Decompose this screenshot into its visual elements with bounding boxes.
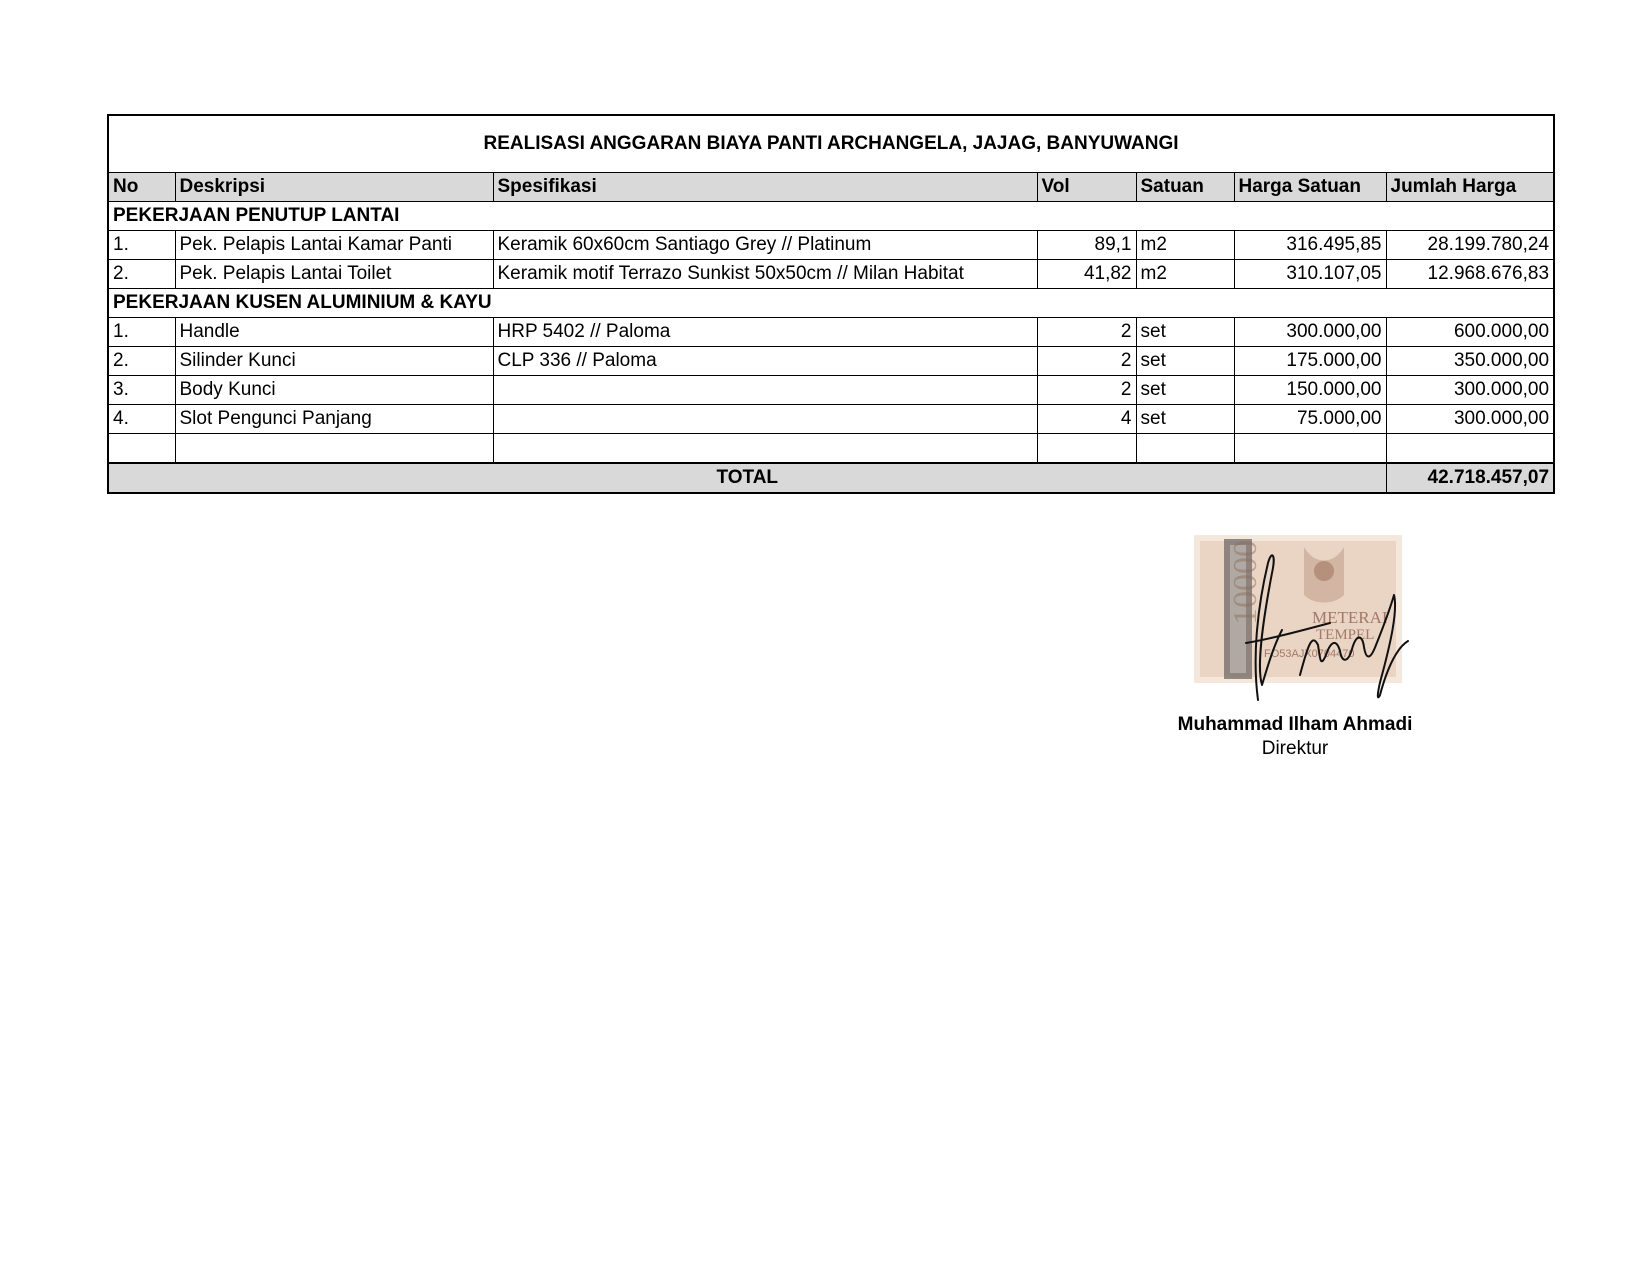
cell-vol: 2 <box>1037 347 1136 376</box>
budget-table <box>107 114 1555 494</box>
cell-no: 4. <box>108 405 175 434</box>
cell-harga-satuan: 150.000,00 <box>1234 376 1386 405</box>
cell-harga-satuan: 310.107,05 <box>1234 260 1386 289</box>
cell-satuan: m2 <box>1136 260 1234 289</box>
cell-harga-satuan: 75.000,00 <box>1234 405 1386 434</box>
header-deskripsi: Deskripsi <box>175 173 493 202</box>
total-value: 42.718.457,07 <box>1386 463 1554 493</box>
table-row <box>108 405 1554 434</box>
cell-vol: 4 <box>1037 405 1136 434</box>
cell-satuan: set <box>1136 376 1234 405</box>
cell-jumlah-harga: 600.000,00 <box>1386 318 1554 347</box>
cell-spesifikasi: Keramik 60x60cm Santiago Grey // Platinum <box>493 231 1037 260</box>
total-row <box>108 463 1554 493</box>
cell-jumlah-harga: 12.968.676,83 <box>1386 260 1554 289</box>
header-satuan: Satuan <box>1136 173 1234 202</box>
cell-deskripsi: Slot Pengunci Panjang <box>175 405 493 434</box>
header-jumlah-harga: Jumlah Harga <box>1386 173 1554 202</box>
cell-harga-satuan: 175.000,00 <box>1234 347 1386 376</box>
cell-vol: 2 <box>1037 376 1136 405</box>
cell-deskripsi: Body Kunci <box>175 376 493 405</box>
stamp-serial: FO53AJX0704470 <box>1264 648 1355 660</box>
signature-block <box>1150 535 1450 765</box>
total-label: TOTAL <box>108 463 1386 493</box>
cell-spesifikasi <box>493 405 1037 434</box>
cell-spesifikasi: CLP 336 // Paloma <box>493 347 1037 376</box>
cell-spesifikasi: HRP 5402 // Paloma <box>493 318 1037 347</box>
cell-no: 3. <box>108 376 175 405</box>
section-row <box>108 202 1554 231</box>
empty-cell <box>1386 434 1554 464</box>
cell-vol: 89,1 <box>1037 231 1136 260</box>
cell-satuan: set <box>1136 405 1234 434</box>
empty-row <box>108 434 1554 464</box>
table-row <box>108 347 1554 376</box>
header-vol: Vol <box>1037 173 1136 202</box>
document-title: REALISASI ANGGARAN BIAYA PANTI ARCHANGELA, JAJAG, BANYUWANGI <box>108 115 1554 173</box>
empty-cell <box>1136 434 1234 464</box>
empty-cell <box>1037 434 1136 464</box>
cell-jumlah-harga: 300.000,00 <box>1386 405 1554 434</box>
table-header-row <box>108 173 1554 202</box>
signer-title: Direktur <box>1261 738 1329 759</box>
empty-cell <box>108 434 175 464</box>
cell-satuan: set <box>1136 347 1234 376</box>
header-no: No <box>108 173 175 202</box>
empty-cell <box>1234 434 1386 464</box>
cell-vol: 41,82 <box>1037 260 1136 289</box>
stamp-text-tempel: TEMPEL <box>1316 627 1375 643</box>
cell-no: 2. <box>108 260 175 289</box>
cell-jumlah-harga: 350.000,00 <box>1386 347 1554 376</box>
section-title: PEKERJAAN PENUTUP LANTAI <box>108 202 1554 231</box>
cell-no: 2. <box>108 347 175 376</box>
cell-no: 1. <box>108 318 175 347</box>
header-harga-satuan: Harga Satuan <box>1234 173 1386 202</box>
cell-deskripsi: Pek. Pelapis Lantai Toilet <box>175 260 493 289</box>
table-row <box>108 260 1554 289</box>
svg-text:10000: 10000 <box>1227 540 1264 625</box>
cell-deskripsi: Handle <box>175 318 493 347</box>
cell-jumlah-harga: 28.199.780,24 <box>1386 231 1554 260</box>
header-spesifikasi: Spesifikasi <box>493 173 1037 202</box>
empty-cell <box>175 434 493 464</box>
section-title: PEKERJAAN KUSEN ALUMINIUM & KAYU <box>108 289 1554 318</box>
table-row <box>108 231 1554 260</box>
cell-harga-satuan: 316.495,85 <box>1234 231 1386 260</box>
cell-deskripsi: Silinder Kunci <box>175 347 493 376</box>
cell-harga-satuan: 300.000,00 <box>1234 318 1386 347</box>
cell-deskripsi: Pek. Pelapis Lantai Kamar Panti <box>175 231 493 260</box>
cell-spesifikasi <box>493 376 1037 405</box>
stamp-text-meterai: METERAI <box>1312 608 1388 627</box>
cell-satuan: set <box>1136 318 1234 347</box>
cell-jumlah-harga: 300.000,00 <box>1386 376 1554 405</box>
signer-name: Muhammad Ilham Ahmadi <box>1177 714 1413 735</box>
cell-no: 1. <box>108 231 175 260</box>
section-row <box>108 289 1554 318</box>
cell-spesifikasi: Keramik motif Terrazo Sunkist 50x50cm // Milan Habitat <box>493 260 1037 289</box>
cell-vol: 2 <box>1037 318 1136 347</box>
table-row <box>108 376 1554 405</box>
table-row <box>108 318 1554 347</box>
cell-satuan: m2 <box>1136 231 1234 260</box>
empty-cell <box>493 434 1037 464</box>
handwritten-signature <box>1150 535 1450 735</box>
